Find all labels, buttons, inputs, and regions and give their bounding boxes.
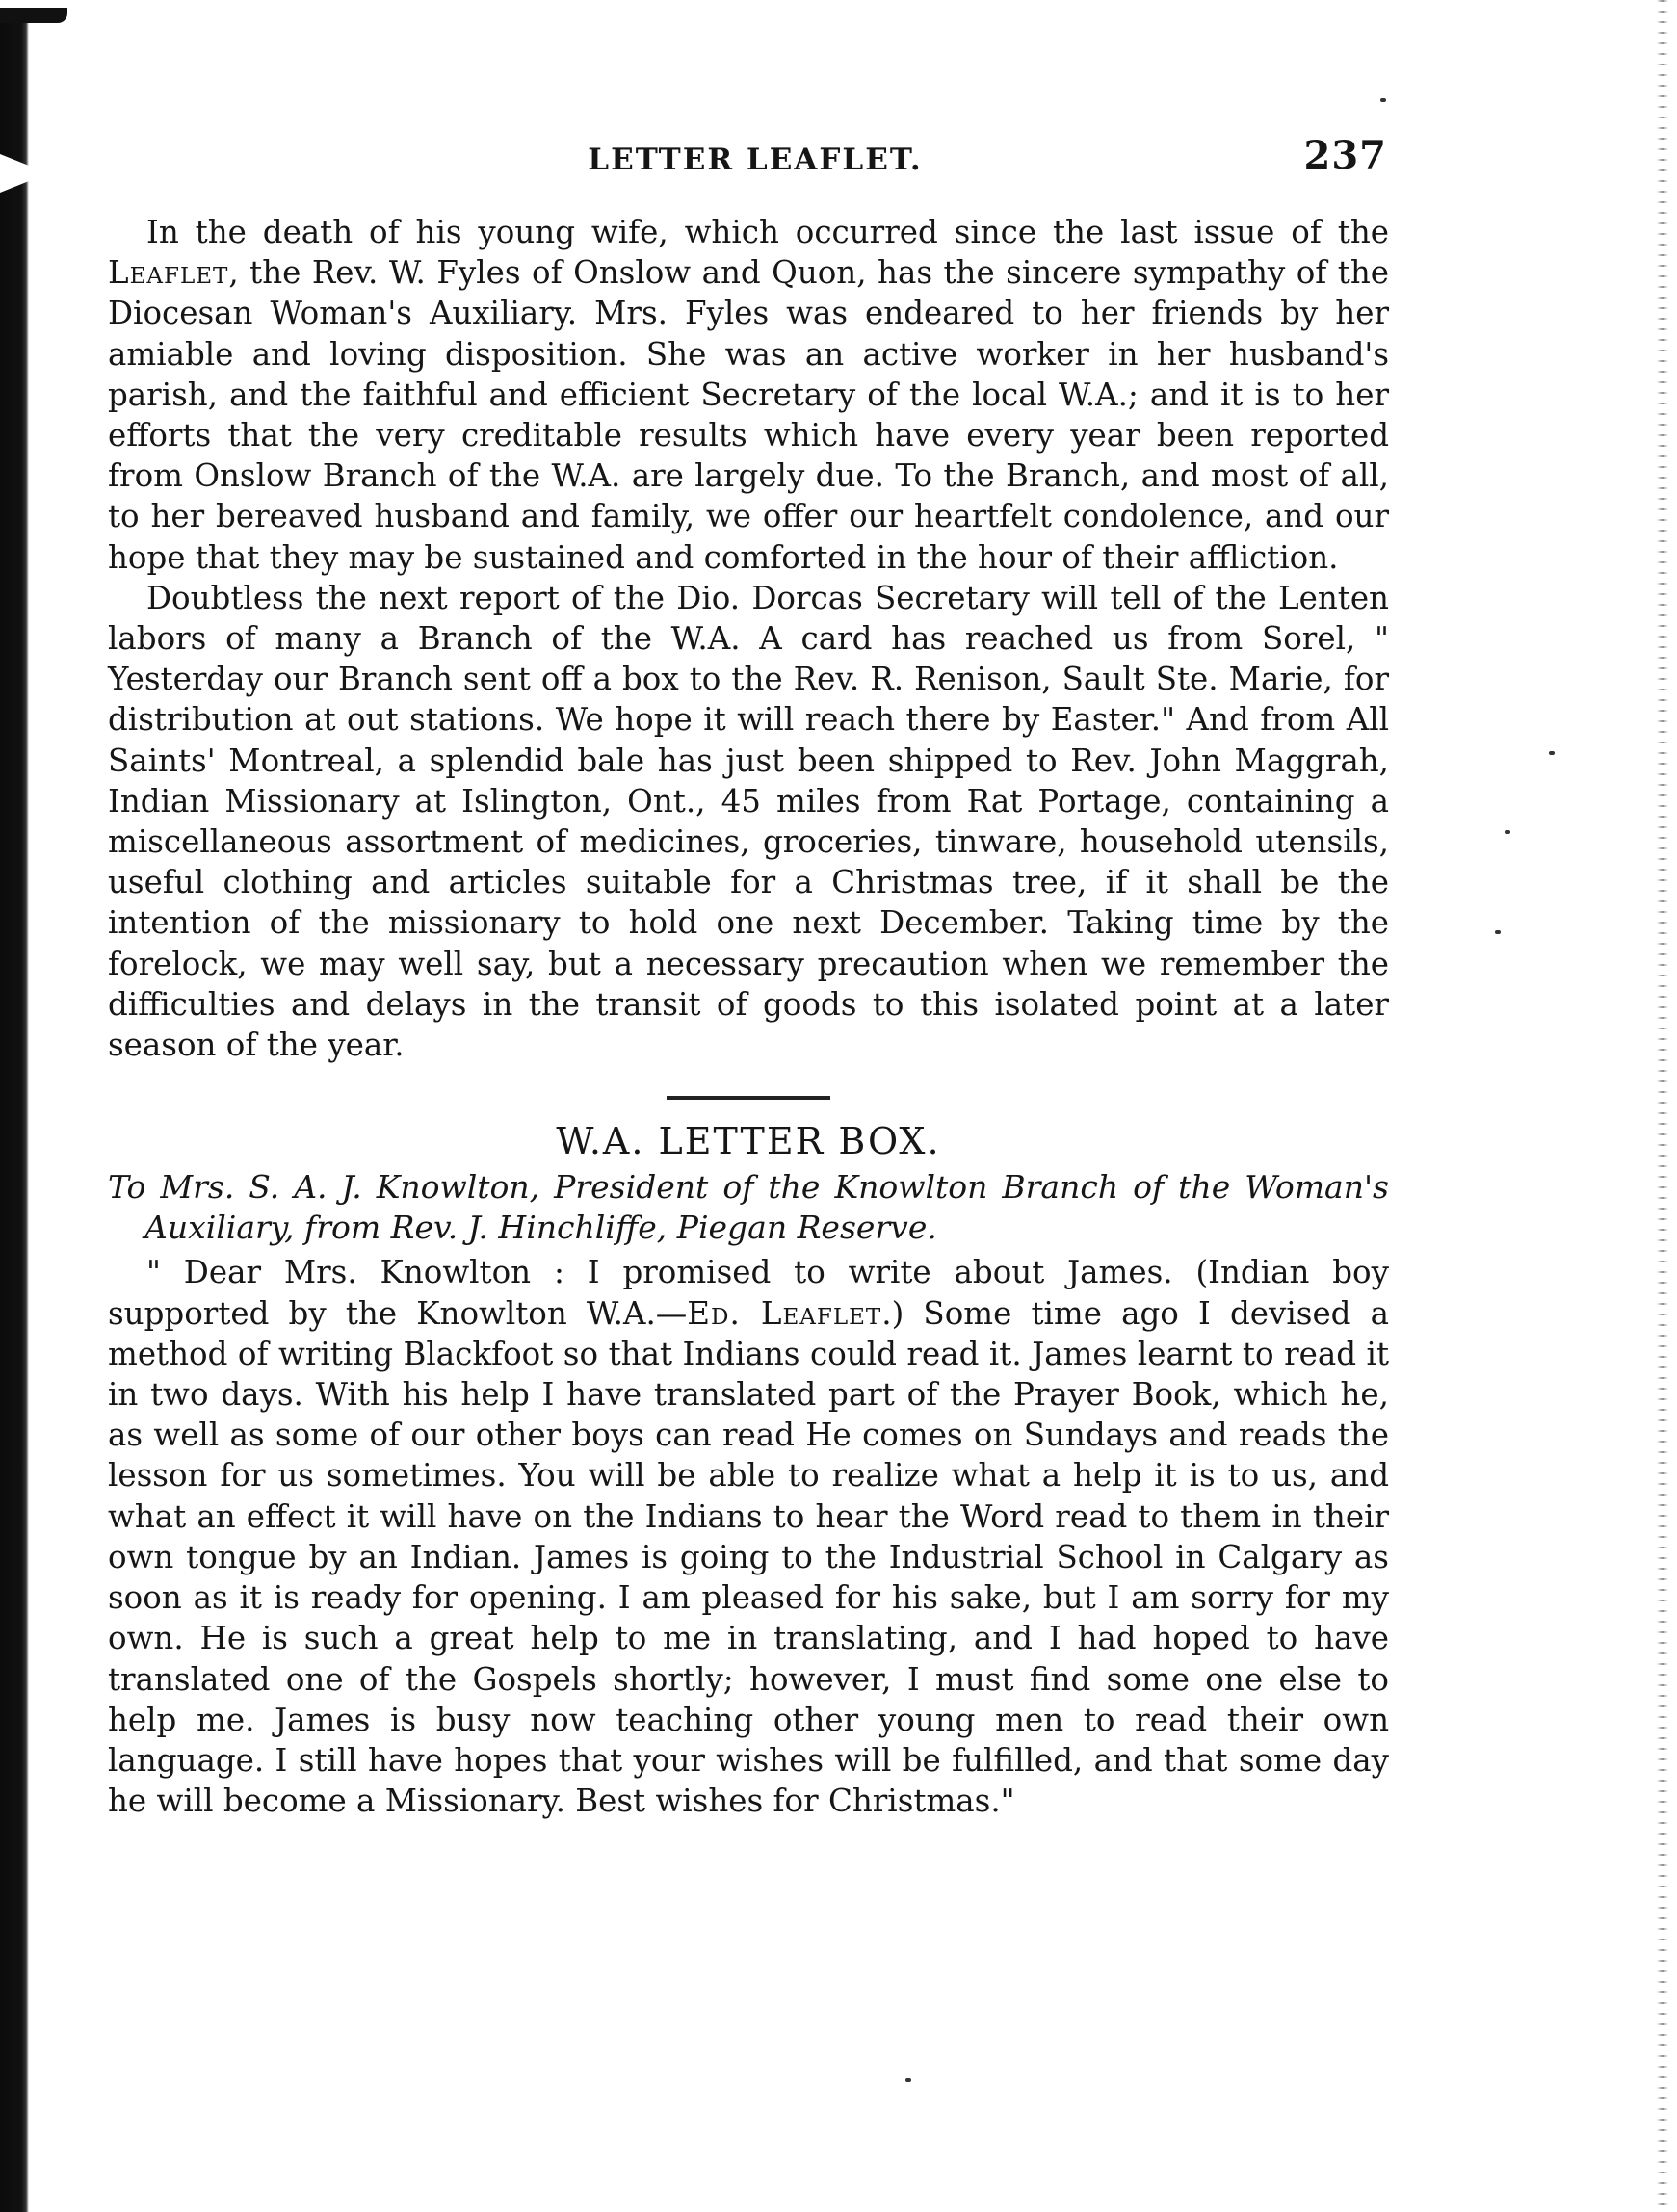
letter-body: [108, 1252, 1389, 1821]
scan-speck: [1549, 751, 1555, 755]
scan-speckle-margin: [1648, 0, 1677, 2212]
letter-text: " Dear Mrs. Knowlton : I promised to write about James. (Indian boy supported by the Knowlton W.A.—: [108, 1254, 1389, 1332]
letter-heading: To Mrs. S. A. J. Knowlton, President of the Knowlton Branch of the Woman's Auxiliary, from Rev. J. Hinchliffe, Piegan Reserve.: [108, 1168, 1389, 1247]
paragraph-text: , the Rev. W. Fyles of Onslow and Quon, has the sincere sympathy of the Diocesan Woman's Auxiliary. Mrs. Fyles was endeared to her friends by her amiable and loving disposition. She was an active worker in her husband's parish, and the faithful and efficient Secretary of the local W.A.; and it is to her efforts that the very creditable results which have every year been reported from Onslow Branch of the W.A. are largely due. To the Branch, and most of all, to her bereaved husband and family, we offer our heartfelt condolence, and our hope that they may be sustained and comforted in the hour of their affliction.: [108, 254, 1389, 576]
binding-corner: [0, 8, 67, 23]
page-number: 237: [1303, 133, 1387, 178]
editor-note: Ed. Leaflet: [687, 1294, 882, 1332]
letter-box-title: W.A. LETTER BOX.: [556, 1120, 941, 1163]
article-paragraph-1: [108, 212, 1389, 578]
scan-speck: [1380, 98, 1386, 102]
letter-text: .) Some time ago I devised a method of writing Blackfoot so that Indians could read it. James learnt to read it in two days. With his help I have translated part of the Prayer Book, which he, as well as some of our other boys can read He comes on Sundays and reads the lesson for us sometimes. You will be able to realize what a help it is to us, and what an effect it will have on the Indians to hear the Word read to them in their own tongue by an Indian. James is going to the Industrial School in Calgary as soon as it is ready for opening. I am pleased for his sake, but I am sorry for my own. He is such a great help to me in translating, and I had hoped to have translated one of the Gospels shortly; however, I must find some one else to help me. James is busy now teaching other young men to read their own language. I still have hopes that your wishes will be fulfilled, and that some day he will become a Missionary. Best wishes for Christmas.": [108, 1294, 1390, 1820]
running-head: LETTER LEAFLET.: [588, 143, 923, 177]
scan-speck: [905, 2078, 911, 2082]
page-body: [108, 212, 1389, 1821]
article-paragraph-2: Doubtless the next report of the Dio. Dorcas Secretary will tell of the Lenten labors of many a Branch of the W.A. A card has reached us from Sorel, " Yesterday our Branch sent off a box to the Rev. R. Renison, Sault Ste. Marie, for distribution at out stations. We hope it will reach there by Easter." And from All Saints' Montreal, a splendid bale has just been shipped to Rev. John Maggrah, Indian Missionary at Islington, Ont., 45 miles from Rat Portage, containing a miscellaneous assortment of medicines, groceries, tinware, household utensils, useful clothing and articles suitable for a Christmas tree, if it shall be the intention of the missionary to hold one next December. Taking time by the forelock, we may well say, but a necessary precaution when we remember the difficulties and delays in the transit of goods to this isolated point at a later season of the year.: [108, 579, 1389, 1064]
scan-speck: [1495, 930, 1501, 934]
scan-speck: [1505, 830, 1510, 834]
binding-edge: [0, 10, 29, 2212]
section-divider: [667, 1096, 830, 1100]
paragraph-text: In the death of his young wife, which occurred since the last issue of the: [146, 214, 1389, 250]
leaflet-small-caps: Leaflet: [108, 254, 229, 292]
page-header: [123, 133, 1387, 191]
